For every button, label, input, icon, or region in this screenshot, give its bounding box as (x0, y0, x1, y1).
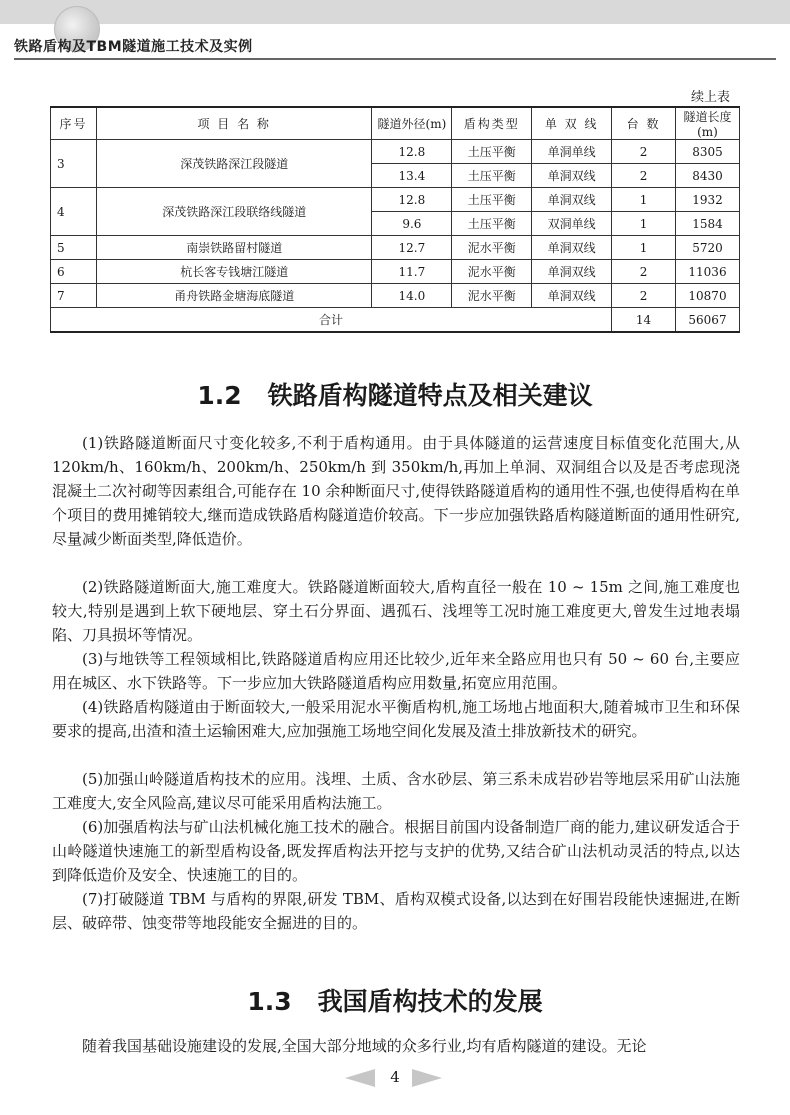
machine-count: 2 (612, 260, 676, 284)
line-type: 双洞单线 (532, 212, 612, 236)
table-row (51, 260, 740, 284)
shield-type: 泥水平衡 (452, 284, 532, 308)
section-number: 1.3 (247, 987, 292, 1016)
section-heading-1-2 (0, 376, 790, 412)
line-type: 单洞双线 (532, 236, 612, 260)
section-title: 铁路盾构隧道特点及相关建议 (267, 381, 593, 410)
shield-type: 土压平衡 (452, 188, 532, 212)
left-arrow-icon (345, 1069, 375, 1087)
shield-type: 土压平衡 (452, 212, 532, 236)
page-footer (0, 1064, 790, 1092)
row-no: 3 (51, 140, 97, 188)
project-name: 杭长客专钱塘江隧道 (96, 260, 372, 284)
total-count: 14 (612, 308, 676, 333)
table-row (51, 236, 740, 260)
project-name: 甬舟铁路金塘海底隧道 (96, 284, 372, 308)
section-number: 1.2 (197, 381, 242, 410)
machine-count: 1 (612, 188, 676, 212)
shield-type: 土压平衡 (452, 164, 532, 188)
book-title: 铁路盾构及TBM隧道施工技术及实例 (14, 39, 253, 55)
section-title: 我国盾构技术的发展 (317, 987, 543, 1016)
machine-count: 1 (612, 236, 676, 260)
tunnel-length: 5720 (676, 236, 740, 260)
line-type: 单洞单线 (532, 140, 612, 164)
table-header-row (51, 107, 740, 140)
paragraph: (4)铁路盾构隧道由于断面较大,一般采用泥水平衡盾构机,施工场地占地面积大,随着城市卫生和环保要求的提高,出渣和渣土运输困难大,应加强施工场地空间化发展及渣土排放新技术的研究。 (52, 698, 740, 740)
line-type: 单洞双线 (532, 260, 612, 284)
machine-count: 2 (612, 284, 676, 308)
row-no: 5 (51, 236, 97, 260)
col-header: 项 目 名 称 (96, 107, 372, 140)
section-heading-1-3 (0, 982, 790, 1018)
machine-count: 2 (612, 164, 676, 188)
tunnel-length: 11036 (676, 260, 740, 284)
paragraph: (1)铁路隧道断面尺寸变化较多,不利于盾构通用。由于具体隧道的运营速度目标值变化范围大,从 120km/h、160km/h、200km/h、250km/h 到 350km/h,再加上单洞、双洞组合以及是否考虑现浇混凝土二次衬砌等因素组合,可能存在 10 余种断面尺寸,使得铁路隧道盾构的通用性不强,也使得盾构在单个项目的费用摊销较大,继而造成铁路盾构隧道造价较高。下一步应加强铁路盾构隧道断面的通用性研究,尽量减少断面类型,降低造价。 (52, 434, 740, 548)
tunnel-length: 1932 (676, 188, 740, 212)
line-type: 单洞双线 (532, 284, 612, 308)
page-number: 4 (390, 1068, 400, 1086)
header-band (0, 0, 790, 24)
shield-type: 泥水平衡 (452, 260, 532, 284)
col-header: 序号 (51, 107, 97, 140)
running-header (0, 0, 790, 62)
col-header: 单 双 线 (532, 107, 612, 140)
table-total-row (51, 308, 740, 333)
machine-count: 2 (612, 140, 676, 164)
row-no: 7 (51, 284, 97, 308)
diameter: 12.7 (372, 236, 452, 260)
diameter: 12.8 (372, 188, 452, 212)
paragraph: (2)铁路隧道断面大,施工难度大。铁路隧道断面较大,盾构直径一般在 10 ~ 15m 之间,施工难度也较大,特别是遇到上软下硬地层、穿土石分界面、遇孤石、浅埋等工况时施工难度更大,曾发生过地表塌陷、刀具损坏等情况。 (52, 578, 740, 644)
table-continued-label: 续上表 (690, 90, 730, 105)
project-name: 深茂铁路深江段联络线隧道 (96, 188, 372, 236)
header-divider (14, 58, 776, 60)
paragraph: (7)打破隧道 TBM 与盾构的界限,研发 TBM、盾构双模式设备,以达到在好围岩段能快速掘进,在断层、破碎带、蚀变带等地段能安全掘进的目的。 (52, 890, 740, 932)
tunnel-length: 8305 (676, 140, 740, 164)
paragraph: (6)加强盾构法与矿山法机械化施工技术的融合。根据目前国内设备制造厂商的能力,建议研发适合于山岭隧道快速施工的新型盾构设备,既发挥盾构法开挖与支护的优势,又结合矿山法机动灵活的特点,以达到降低造价及安全、快速施工的目的。 (52, 818, 740, 884)
table-row (51, 188, 740, 212)
diameter: 11.7 (372, 260, 452, 284)
shield-type: 泥水平衡 (452, 236, 532, 260)
paragraph: 随着我国基础设施建设的发展,全国大部分地域的众多行业,均有盾构隧道的建设。无论 (82, 1037, 647, 1055)
line-type: 单洞双线 (532, 164, 612, 188)
diameter: 13.4 (372, 164, 452, 188)
col-header: 台 数 (612, 107, 676, 140)
tunnel-length: 1584 (676, 212, 740, 236)
col-header: 隧道外径(m) (372, 107, 452, 140)
table-row (51, 140, 740, 164)
total-length: 56067 (676, 308, 740, 333)
project-name: 深茂铁路深江段隧道 (96, 140, 372, 188)
row-no: 6 (51, 260, 97, 284)
paragraph: (5)加强山岭隧道盾构技术的应用。浅埋、土质、含水砂层、第三系未成岩砂岩等地层采用矿山法施工难度大,安全风险高,建议尽可能采用盾构法施工。 (52, 770, 740, 812)
right-arrow-icon (412, 1069, 442, 1087)
diameter: 14.0 (372, 284, 452, 308)
col-header: 盾构类型 (452, 107, 532, 140)
diameter: 9.6 (372, 212, 452, 236)
diameter: 12.8 (372, 140, 452, 164)
total-label: 合计 (51, 308, 612, 333)
tunnel-length: 10870 (676, 284, 740, 308)
project-name: 南崇铁路留村隧道 (96, 236, 372, 260)
machine-count: 1 (612, 212, 676, 236)
col-header: 隧道长度(m) (676, 107, 740, 140)
row-no: 4 (51, 188, 97, 236)
tunnel-table (50, 106, 740, 333)
shield-type: 土压平衡 (452, 140, 532, 164)
table-row (51, 284, 740, 308)
paragraph: (3)与地铁等工程领域相比,铁路隧道盾构应用还比较少,近年来全路应用也只有 50 ~ 60 台,主要应用在城区、水下铁路等。下一步应加大铁路隧道盾构应用数量,拓宽应用范围。 (52, 650, 740, 692)
tunnel-length: 8430 (676, 164, 740, 188)
line-type: 单洞双线 (532, 188, 612, 212)
